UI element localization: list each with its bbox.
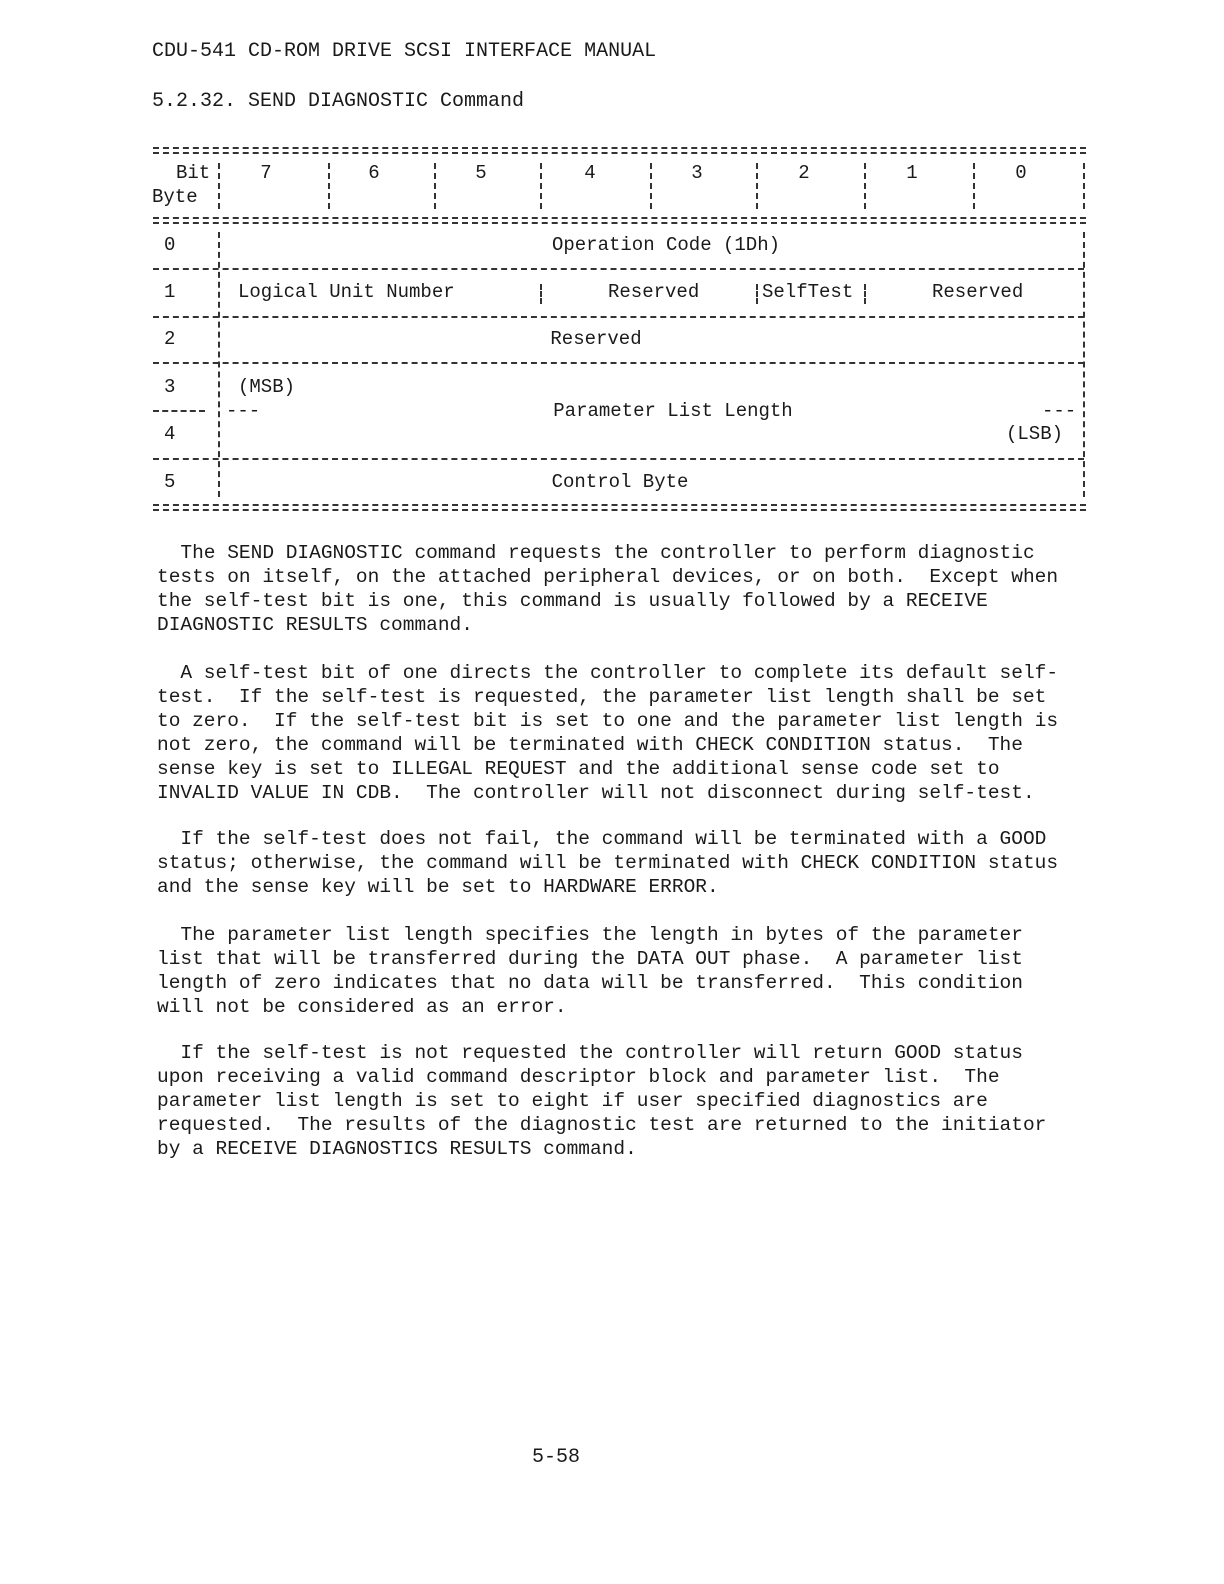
bit-5: 5 (475, 162, 487, 184)
bit-6: 6 (368, 162, 380, 184)
table-top-rule (153, 147, 1086, 149)
byte-2: 2 (164, 328, 176, 350)
bit-0: 0 (1015, 162, 1027, 184)
paragraph-not-requested: If the self-test is not requested the controller will return GOOD status upon receiving a valid command descriptor block and parameter list. The parameter list length is set to eight if user specified diagnostics are requested. The results of the diagnostic test are returned to the initiator by a RECEIVE DIAGNOSTICS RESULTS command. (157, 1042, 1047, 1160)
table-header-rule (153, 217, 1086, 219)
section-title: 5.2.32. SEND DIAGNOSTIC Command (152, 90, 525, 113)
byte-5: 5 (164, 471, 176, 493)
bit-7: 7 (260, 162, 272, 184)
reserved-bits-1-0: Reserved (932, 281, 1024, 303)
bit-label: Bit (176, 162, 211, 184)
bit-4: 4 (584, 162, 596, 184)
paragraph-result-status: If the self-test does not fail, the command will be terminated with a GOOD status; otherwise, the command will be terminated with CHECK CONDITION status and the sense key will be set to HARDWARE ERROR. (157, 828, 1059, 898)
byte-label: Byte (152, 186, 198, 208)
page-number: 5-58 (532, 1446, 581, 1469)
paragraph-parameter-length: The parameter list length specifies the length in bytes of the parameter list that will be transferred during the DATA OUT phase. A parameter list length of zero indicates that no data will be transferred. This condition will not be considered as an error. (157, 924, 1023, 1018)
dash-right: --- (1042, 400, 1077, 422)
manual-header: CDU-541 CD-ROM DRIVE SCSI INTERFACE MANUAL (152, 40, 657, 63)
byte-0: 0 (164, 234, 176, 256)
table-bottom-rule (153, 504, 1086, 506)
byte-3: 3 (164, 376, 176, 398)
reserved-bits-5-3: Reserved (608, 281, 700, 303)
lsb-label: (LSB) (1006, 423, 1064, 445)
dash-left: --- (226, 400, 261, 422)
parameter-list-length: Parameter List Length (553, 400, 793, 422)
logical-unit-number: Logical Unit Number (238, 281, 455, 303)
bit-1: 1 (906, 162, 918, 184)
byte-1: 1 (164, 281, 176, 303)
operation-code: Operation Code (1Dh) (551, 234, 781, 256)
paragraph-self-test: A self-test bit of one directs the controller to complete its default self- test. If the self-test is requested, the parameter list length shall be set to zero. If the self-test bit is set to one and the parameter list length is not zero, the command will be terminated with CHECK CONDITION status. The sense key is set to ILLEGAL REQUEST and the additional sense code set to INVALID VALUE IN CDB. The controller will not disconnect during self-test. (157, 662, 1059, 804)
paragraph-overview: The SEND DIAGNOSTIC command requests the controller to perform diagnostic tests on itself, on the attached peripheral devices, or on both. Except when the self-test bit is one, this command is usually followed by a RECEIVE DIAGNOSTIC RESULTS command. (157, 542, 1059, 636)
reserved-byte-2: Reserved (550, 328, 642, 350)
control-byte: Control Byte (551, 471, 689, 493)
msb-label: (MSB) (238, 376, 296, 398)
bit-2: 2 (798, 162, 810, 184)
byte-4: 4 (164, 423, 176, 445)
selftest-bit: SelfTest (762, 281, 854, 303)
bit-3: 3 (691, 162, 703, 184)
